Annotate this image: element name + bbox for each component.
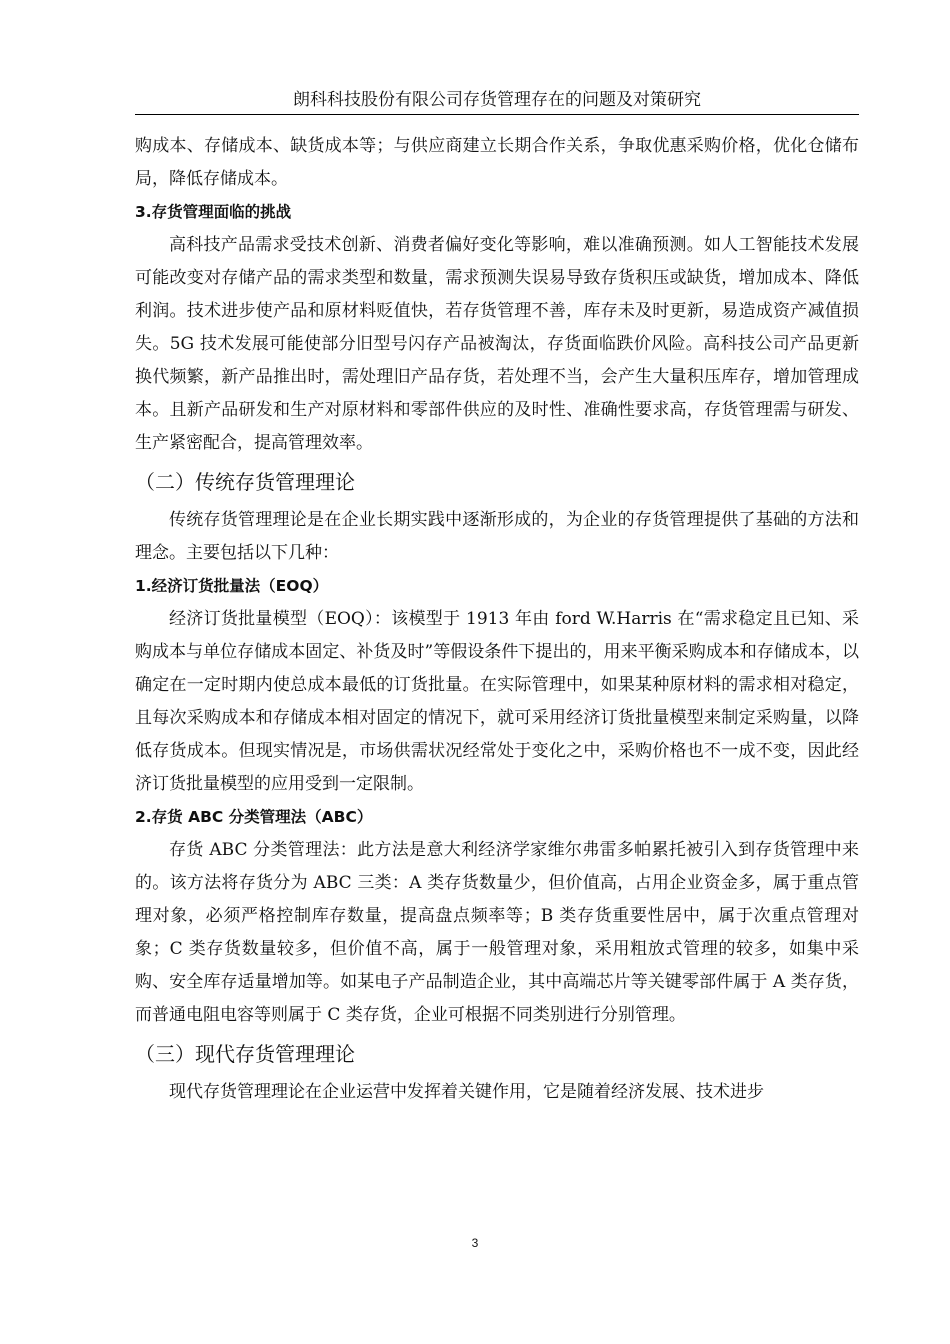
section-heading: 3.存货管理面临的挑战 [135, 203, 292, 221]
chapter-heading: （三）现代存货管理理论 [135, 1042, 355, 1066]
page-footer [0, 1236, 950, 1250]
paragraph: 购成本、存储成本、缺货成本等；与供应商建立长期合作关系，争取优惠采购价格，优化仓储布局，降低存储成本。 [135, 136, 859, 189]
document-body [135, 130, 859, 1109]
page-header [135, 88, 859, 115]
section-heading: 2.存货 ABC 分类管理法（ABC） [135, 808, 373, 826]
paragraph: 传统存货管理理论是在企业长期实践中逐渐形成的，为企业的存货管理提供了基础的方法和理念。主要包括以下几种： [135, 510, 859, 563]
paragraph: 经济订货批量模型（EOQ）：该模型于 1913 年由 ford W.Harris 在“需求稳定且已知、采购成本与单位存储成本固定、补货及时”等假设条件下提出的，用来平衡采购成本和存储成本，以确定在一定时期内使总成本最低的订货批量。在实际管理中，如果某种原材料的需求相对稳定，且每次采购成本和存储成本相对固定的情况下，就可采用经济订货批量模型来制定采购量，以降低存货成本。但现实情况是，市场供需状况经常处于变化之中，采购价格也不一成不变，因此经济订货批量模型的应用受到一定限制。 [135, 609, 859, 794]
page-number: 3 [471, 1236, 479, 1250]
paragraph: 存货 ABC 分类管理法：此方法是意大利经济学家维尔弗雷多帕累托被引入到存货管理中来的。该方法将存货分为 ABC 三类：A 类存货数量少，但价值高，占用企业资金多，属于重点管理对象，必须严格控制库存数量，提高盘点频率等；B 类存货重要性居中，属于次重点管理对象；C 类存货数量较多，但价值不高，属于一般管理对象，采用粗放式管理的较多，如集中采购、安全库存适量增加等。如某电子产品制造企业，其中高端芯片等关键零部件属于 A 类存货，而普通电阻电容等则属于 C 类存货，企业可根据不同类别进行分别管理。 [135, 840, 859, 1025]
section-heading: 1.经济订货批量法（EOQ） [135, 577, 329, 595]
paragraph: 高科技产品需求受技术创新、消费者偏好变化等影响，难以准确预测。如人工智能技术发展可能改变对存储产品的需求类型和数量，需求预测失误易导致存货积压或缺货，增加成本、降低利润。技术进步使产品和原材料贬值快，若存货管理不善，库存未及时更新，易造成资产减值损失。5G 技术发展可能使部分旧型号闪存产品被淘汰，存货面临跌价风险。高科技公司产品更新换代频繁，新产品推出时，需处理旧产品存货，若处理不当，会产生大量积压库存，增加管理成本。且新产品研发和生产对原材料和零部件供应的及时性、准确性要求高，存货管理需与研发、生产紧密配合，提高管理效率。 [135, 235, 859, 453]
chapter-heading: （二）传统存货管理理论 [135, 470, 355, 494]
paragraph: 现代存货管理理论在企业运营中发挥着关键作用，它是随着经济发展、技术进步 [169, 1082, 764, 1102]
header-title: 朗科科技股份有限公司存货管理存在的问题及对策研究 [293, 90, 701, 110]
